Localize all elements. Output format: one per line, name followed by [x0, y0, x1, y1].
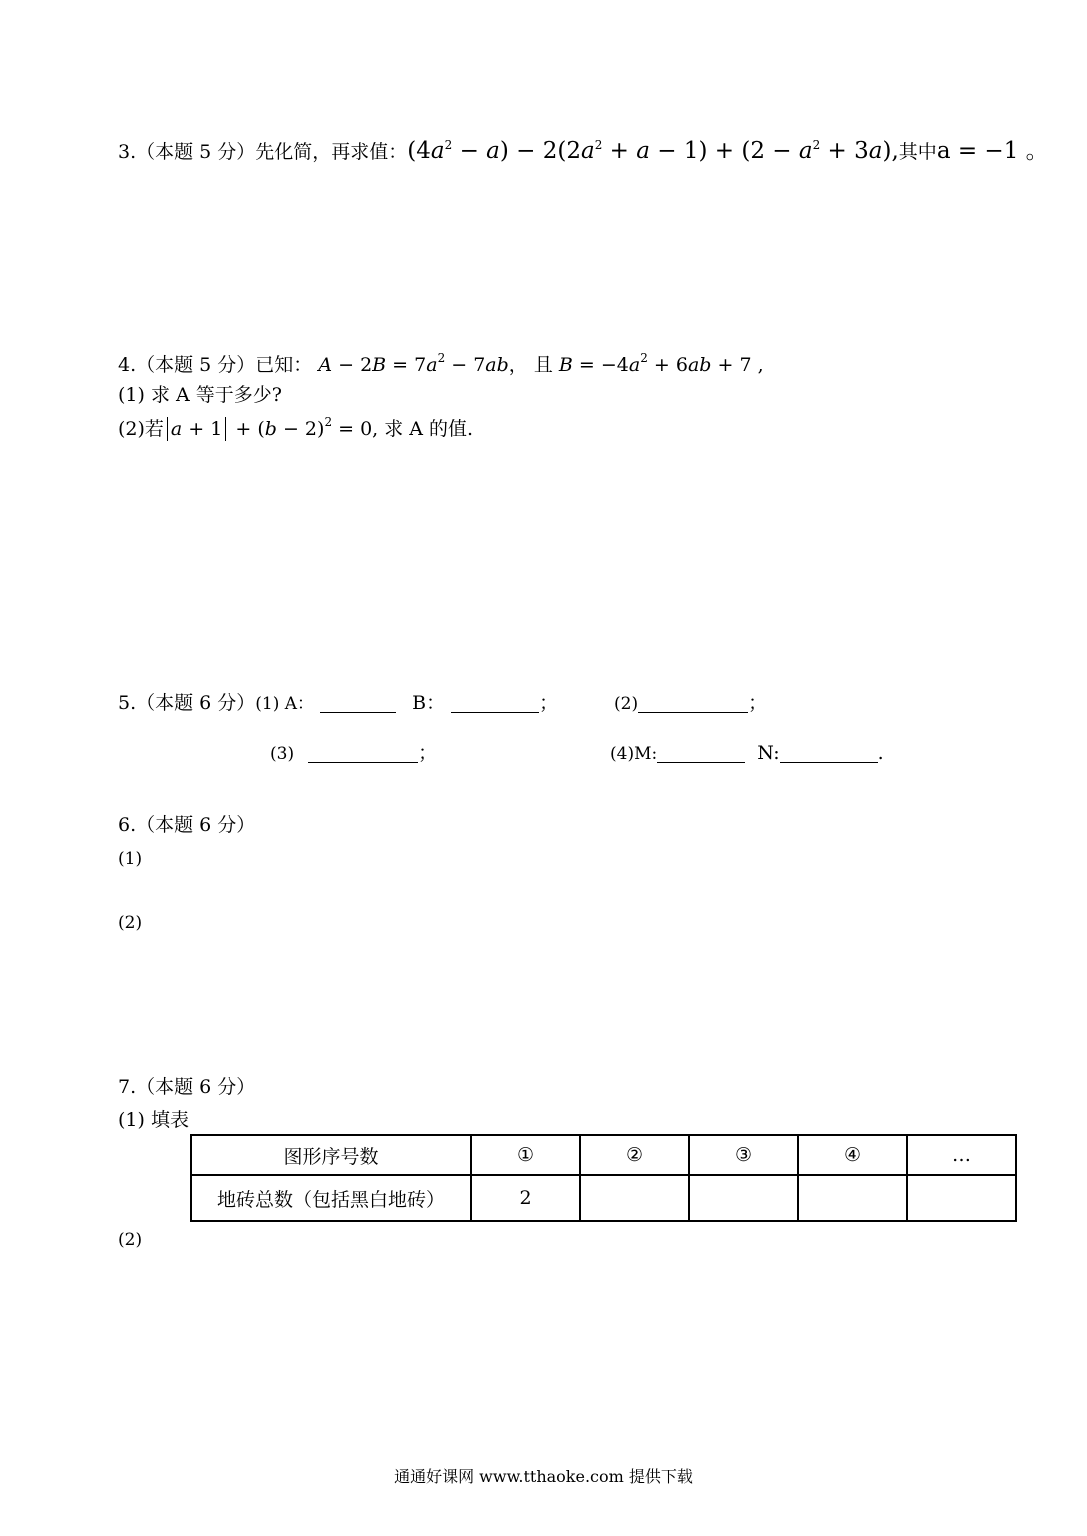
table-header-cell: ② [580, 1135, 689, 1175]
question-5-part-4-label: (4)M: [610, 744, 658, 764]
answer-blank-m[interactable] [657, 742, 745, 763]
question-4-part-2-prefix: (2)若 [118, 418, 164, 440]
question-4-equation-1: $A - 2B = 7a^2 - 7ab$， [318, 351, 528, 376]
question-5-n-label: N: [757, 742, 780, 764]
semicolon: ； [418, 742, 438, 764]
question-6-part-1: (1) [118, 849, 143, 869]
question-4-heading: 4.（本题 5 分）已知： [118, 354, 313, 376]
question-4-part-1: (1) 求 A 等于多少? [118, 384, 282, 406]
question-5-part-2 [614, 690, 767, 717]
question-5-part-4 [610, 740, 884, 767]
question-3-where: 其中 [898, 141, 937, 163]
table-cell: 2 [471, 1175, 580, 1221]
answer-blank-3[interactable] [308, 742, 418, 763]
answer-blank-n[interactable] [780, 742, 878, 763]
question-3-heading: 3.（本题 5 分）先化简，再求值： [118, 141, 408, 163]
semicolon: ； [748, 692, 768, 714]
question-7-part-2: (2) [118, 1230, 143, 1250]
question-5-b-label: B： [412, 692, 446, 714]
table-header-cell: … [907, 1135, 1016, 1175]
question-4-part-2 [118, 416, 473, 442]
question-5-part-1-label: (1) A： [255, 694, 315, 714]
question-3-value: a = −1 。 [936, 138, 1049, 164]
question-4-condition: $a + 1 + (b - 2)^2 = 0$ [164, 418, 372, 440]
table-header-row [191, 1135, 1016, 1175]
question-7-heading: 7.（本题 6 分） [118, 1076, 256, 1098]
question-3 [118, 138, 1049, 165]
question-6-heading: 6.（本题 6 分） [118, 814, 256, 836]
table-cell-answer[interactable] [907, 1175, 1016, 1221]
footer-source: 通通好课网 www.tthaoke.com 提供下载 [394, 1467, 693, 1486]
table-cell-answer[interactable] [798, 1175, 907, 1221]
question-5-part-3-label: (3) [270, 744, 295, 764]
question-4-and: 且 [533, 354, 553, 376]
question-4-part-2-suffix: , 求 A 的值. [372, 418, 474, 440]
table-header-cell: ③ [689, 1135, 798, 1175]
semicolon: ； [539, 692, 559, 714]
question-5-row-1 [118, 690, 558, 717]
question-7-part-1: (1) 填表 [118, 1109, 189, 1131]
question-6-part-2: (2) [118, 913, 143, 933]
table-header-cell: 图形序号数 [191, 1135, 471, 1175]
question-5-part-2-label: (2) [614, 694, 639, 714]
table-cell: 地砖总数（包括黑白地砖） [191, 1175, 471, 1221]
question-5-heading: 5.（本题 6 分） [118, 692, 256, 714]
table-row [191, 1175, 1016, 1221]
table-cell-answer[interactable] [580, 1175, 689, 1221]
table-header-cell: ① [471, 1135, 580, 1175]
answer-blank-2[interactable] [638, 692, 748, 713]
table-cell-answer[interactable] [689, 1175, 798, 1221]
answer-blank-b[interactable] [451, 692, 539, 713]
question-5-part-3 [270, 740, 437, 767]
question-4-equation-2: $B = -4a^2 + 6ab + 7$ , [558, 351, 764, 376]
question-4 [118, 352, 764, 378]
period: . [877, 742, 884, 764]
table-header-cell: ④ [798, 1135, 907, 1175]
answer-blank-a[interactable] [320, 692, 396, 713]
tile-count-table [190, 1134, 1017, 1222]
question-3-expression: $(4a^2 - a) - 2(2a^2 + a - 1) + (2 - a^2 + 3a)$, [407, 138, 899, 164]
